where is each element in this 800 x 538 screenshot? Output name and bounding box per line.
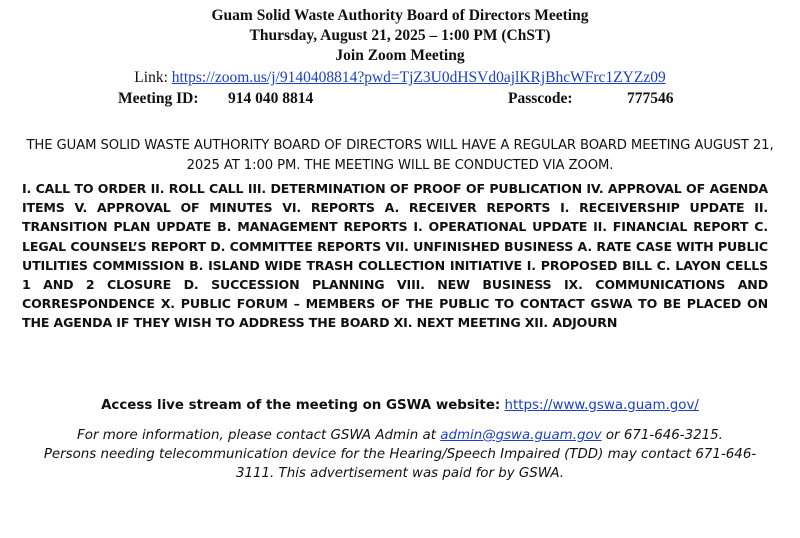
passcode-value: 777546 (627, 90, 674, 107)
agenda-items: I. CALL TO ORDER II. ROLL CALL III. DETERMINATION OF PROOF OF PUBLICATION IV. APPROVAL OF AGENDA ITEMS V. APPROVAL OF MINUTES VI. REPORTS A. RECEIVER REPORTS I. RECEIVERSHIP UPDATE II. TRANSITION PLAN UPDATE B. MANAGEMENT REPORTS I. OPERATIONAL UPDATE II. FINANCIAL REPORT C. LEGAL COUNSEL’S REPORT D. COMMITTEE REPORTS VII. UNFINISHED BUSINESS A. RATE CASE WITH PUBLIC UTILITIES COMMISSION B. ISLAND WIDE TRASH COLLECTION INITIATIVE I. PROPOSED BILL C. LAYON CELLS 1 AND 2 CLOSURE D. SUCCESSION PLANNING VIII. NEW BUSINESS IX. COMMUNICATIONS AND CORRESPONDENCE X. PUBLIC FORUM – MEMBERS OF THE PUBLIC TO CONTACT GSWA TO BE PLACED ON THE AGENDA IF THEY WISH TO ADDRESS THE BOARD XI. NEXT MEETING XII. ADJOURN (22, 181, 768, 331)
meeting-id-label: Meeting ID: (118, 90, 199, 107)
contact-info (40, 426, 760, 483)
passcode-label: Passcode: (508, 90, 573, 107)
zoom-link[interactable]: https://zoom.us/j/9140408814?pwd=TjZ3U0dHSVd0ajlKRjBhcWFrc1ZYZz09 (171, 69, 666, 86)
meeting-announcement: THE GUAM SOLID WASTE AUTHORITY BOARD OF DIRECTORS WILL HAVE A REGULAR BOARD MEETING AUGUST 21, 2025 AT 1:00 PM. THE MEETING WILL BE CONDUCTED VIA ZOOM. (26, 138, 774, 173)
live-stream-label: Access live stream of the meeting on GSWA website: (101, 398, 501, 413)
meeting-credentials (0, 89, 800, 109)
meeting-id-value: 914 040 8814 (228, 90, 314, 107)
zoom-link-label: Link: (134, 69, 168, 86)
gswa-website-link[interactable]: https://www.gswa.guam.gov/ (504, 398, 699, 413)
contact-suffix: or 671-646-3215. (605, 428, 723, 443)
admin-email-link[interactable]: admin@gswa.guam.gov (440, 428, 602, 443)
contact-line (40, 426, 760, 445)
meeting-title: Guam Solid Waste Authority Board of Directors Meeting (211, 7, 589, 24)
meeting-datetime: Thursday, August 21, 2025 – 1:00 PM (ChST) (249, 27, 551, 44)
meeting-header (0, 6, 800, 66)
join-zoom-heading: Join Zoom Meeting (335, 47, 465, 64)
contact-prefix: For more information, please contact GSWA Admin at (77, 428, 436, 443)
live-stream-line (0, 396, 800, 416)
tdd-notice: Persons needing telecommunication device for the Hearing/Speech Impaired (TDD) may contact 671-646-3111. This advertisement was paid for by GSWA. (43, 447, 757, 481)
zoom-link-line (0, 68, 800, 88)
